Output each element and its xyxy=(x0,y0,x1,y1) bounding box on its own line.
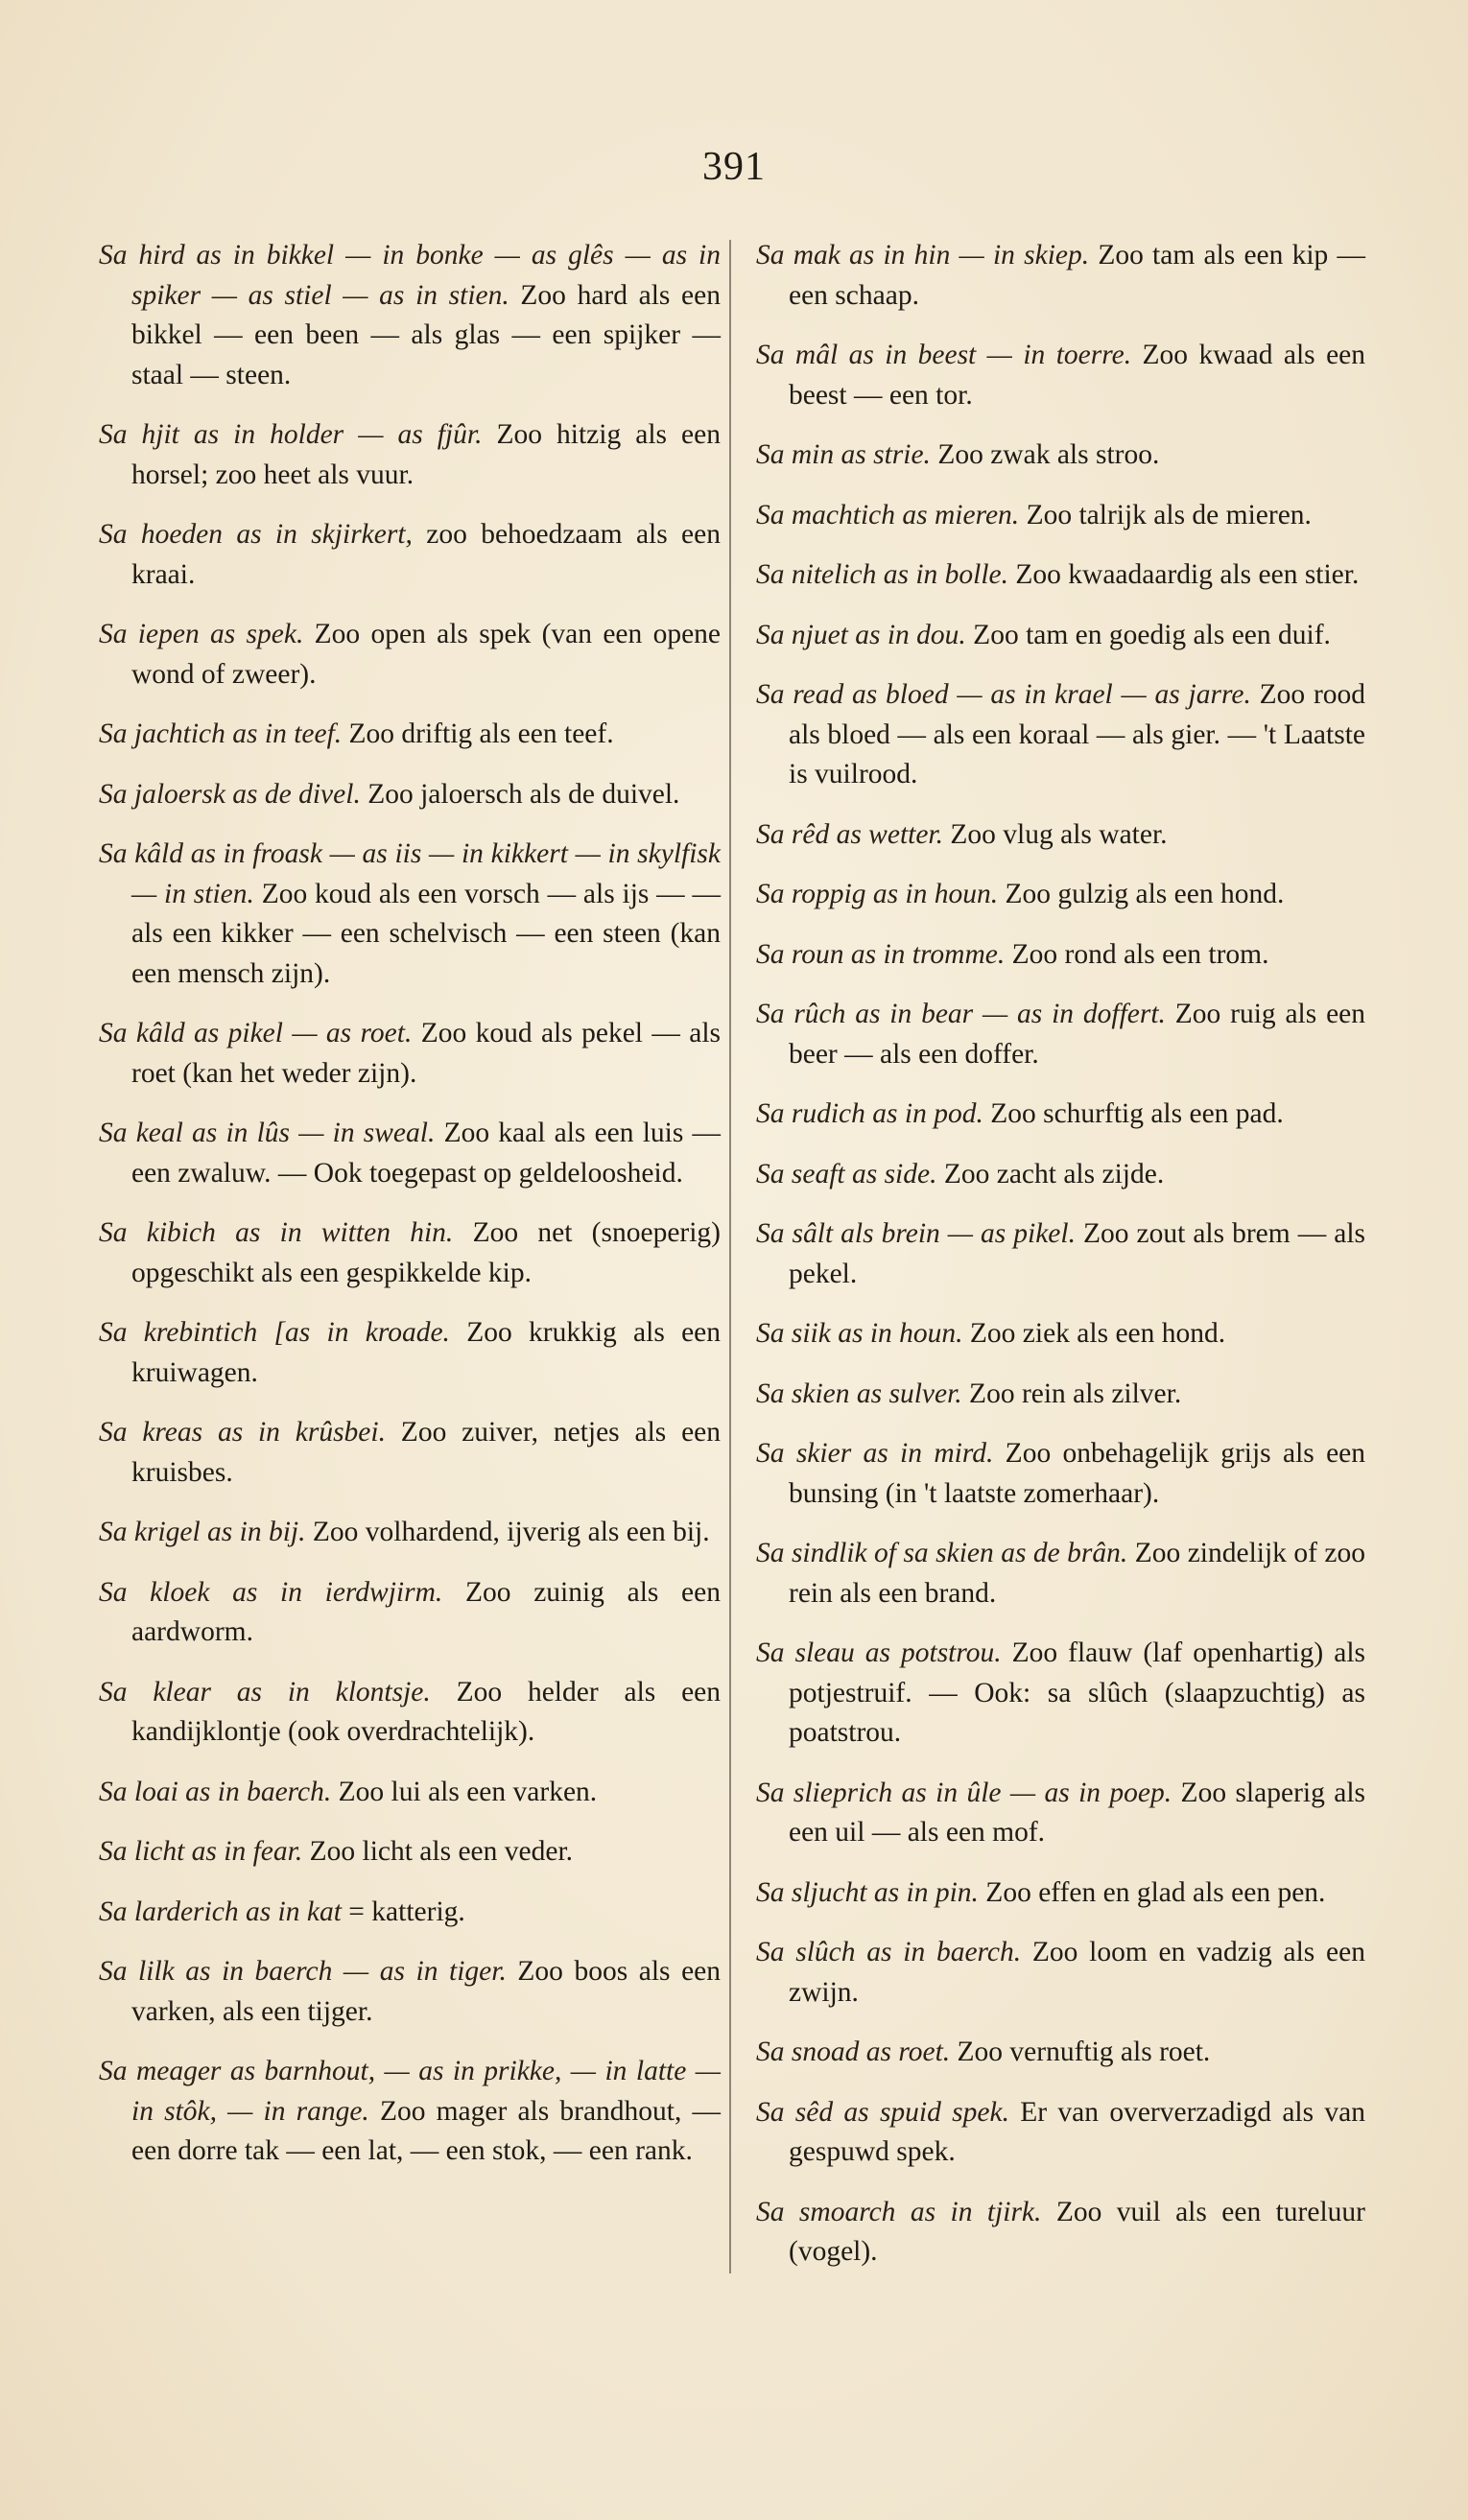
dutch-translation: Zoo zindelijk of zoo rein als een brand. xyxy=(789,1538,1365,1609)
dutch-translation: Zoo slaperig als een uil — als een mof. xyxy=(789,1777,1365,1848)
dutch-translation: Zoo flauw (laf openhartig) als potjestruif. — Ook: sa slûch (slaapzuchtig) as poatstrou. xyxy=(789,1637,1366,1748)
dutch-translation: Zoo tam als een kip — een schaap. xyxy=(789,240,1365,311)
entry xyxy=(756,935,1365,976)
entry xyxy=(756,1933,1365,2013)
entry xyxy=(756,875,1365,915)
frisian-phrase: Sa iepen as spek. xyxy=(99,619,304,649)
entry xyxy=(99,1513,721,1553)
frisian-phrase: Sa seaft as side. xyxy=(756,1158,937,1189)
entry xyxy=(756,1774,1365,1853)
dutch-translation: Zoo vlug als water. xyxy=(950,818,1168,850)
dutch-translation: Zoo gulzig als een hond. xyxy=(1005,879,1285,909)
entry xyxy=(756,496,1365,536)
dutch-translation: Zoo koud als pekel — als roet (kan het weder zijn). xyxy=(131,1018,721,1089)
entry xyxy=(99,1114,721,1193)
dutch-translation: Zoo krukkig als een kruiwagen. xyxy=(131,1317,722,1388)
dutch-translation: Zoo loom en vadzig als een zwijn. xyxy=(789,1937,1365,2008)
frisian-phrase: Sa kâld as pikel — as roet. xyxy=(99,1018,413,1048)
dutch-translation: Zoo vernuftig als roet. xyxy=(957,2037,1211,2067)
frisian-phrase: Sa slieprich as in ûle — as in poep. xyxy=(756,1777,1172,1808)
frisian-phrase: Sa machtich as mieren. xyxy=(756,499,1020,530)
frisian-phrase: Sa sâlt als brein — as pikel. xyxy=(756,1218,1076,1249)
frisian-phrase: Sa jachtich as in teef. xyxy=(99,718,343,749)
dutch-translation: Zoo kwaadaardig als een stier. xyxy=(1015,559,1360,590)
entry xyxy=(99,1213,721,1293)
dutch-translation: Zoo zout als brem — als pekel. xyxy=(789,1218,1366,1289)
dutch-translation: Zoo zuinig als een aardworm. xyxy=(131,1576,721,1647)
entry xyxy=(756,336,1365,415)
dutch-translation: Zoo schurftig als een pad. xyxy=(990,1098,1284,1129)
frisian-phrase: Sa kâld as in froask — as iis — in kikkert — in skylfisk — in stien. xyxy=(99,838,721,909)
dutch-translation: Zoo ruig als een beer — als een doffer. xyxy=(789,999,1366,1070)
entry xyxy=(756,995,1365,1074)
frisian-phrase: Sa smoarch as in tjirk. xyxy=(756,2196,1042,2227)
entry xyxy=(99,515,721,595)
entry xyxy=(756,1214,1365,1294)
entry xyxy=(756,815,1365,856)
entry xyxy=(99,2052,721,2172)
entry xyxy=(99,835,721,994)
entry xyxy=(99,1573,721,1653)
entry xyxy=(99,1673,721,1753)
entry xyxy=(756,1534,1365,1613)
entry xyxy=(756,555,1365,596)
entry xyxy=(756,1095,1365,1135)
frisian-phrase: Sa licht as in fear. xyxy=(99,1836,303,1867)
dutch-translation: Zoo effen en glad als een pen. xyxy=(985,1876,1326,1908)
frisian-phrase: Sa lilk as in baerch — as in tiger. xyxy=(99,1956,507,1987)
entry xyxy=(756,1155,1365,1195)
frisian-phrase: Sa rudich as in pod. xyxy=(756,1098,983,1129)
entry xyxy=(99,715,721,755)
dutch-translation: Zoo driftig als een teef. xyxy=(348,718,614,749)
entry xyxy=(99,1014,721,1094)
dutch-translation: Zoo kwaad als een beest — een tor. xyxy=(789,340,1366,411)
frisian-phrase: Sa siik as in houn. xyxy=(756,1318,963,1349)
entry xyxy=(99,1773,721,1813)
dutch-translation: Zoo boos als een varken, als een tijger. xyxy=(131,1956,721,2027)
frisian-phrase: Sa loai as in baerch. xyxy=(99,1776,332,1807)
dutch-translation: Zoo jaloersch als de duivel. xyxy=(367,778,680,810)
frisian-phrase: Sa sleau as potstrou. xyxy=(756,1637,1002,1668)
dutch-translation: Zoo rond als een trom. xyxy=(1011,938,1269,970)
frisian-phrase: Sa kloek as in ierdwjirm. xyxy=(99,1576,443,1608)
entry xyxy=(756,2033,1365,2073)
entry xyxy=(99,1952,721,2032)
frisian-phrase: Sa keal as in lûs — in sweal. xyxy=(99,1118,436,1148)
entry xyxy=(99,1893,721,1933)
entry xyxy=(99,775,721,815)
dutch-translation: Zoo volhardend, ijverig als een bij. xyxy=(312,1517,710,1547)
frisian-phrase: Sa kreas as in krûsbei. xyxy=(99,1417,386,1448)
frisian-phrase: Sa hoeden as in skjirkert, xyxy=(99,519,413,550)
left-column xyxy=(99,236,721,2192)
dutch-translation: Zoo vuil als een tureluur (vogel). xyxy=(789,2196,1365,2267)
frisian-phrase: Sa mak as in hin — in skiep. xyxy=(756,240,1090,271)
right-column xyxy=(756,236,1365,2293)
frisian-phrase: Sa kibich as in witten hin. xyxy=(99,1217,454,1248)
dutch-translation: Zoo zuiver, netjes als een kruisbes. xyxy=(131,1417,722,1488)
frisian-phrase: Sa hjit as in holder — as fjûr. xyxy=(99,419,483,450)
dutch-translation: Zoo zwak als stroo. xyxy=(937,439,1160,470)
entry xyxy=(756,616,1365,656)
frisian-phrase: Sa krigel as in bij. xyxy=(99,1517,306,1547)
frisian-phrase: Sa rêd as wetter. xyxy=(756,818,944,850)
frisian-phrase: Sa meager as barnhout, — as in prikke, — in latte — in stôk, — in range. xyxy=(99,2056,721,2127)
frisian-phrase: Sa sljucht as in pin. xyxy=(756,1876,979,1908)
entry xyxy=(99,236,721,395)
dutch-translation: Zoo helder als een kandijklontje (ook overdrachtelijk). xyxy=(131,1676,722,1747)
dutch-translation: Zoo onbehagelijk grijs als een bunsing (in 't laatste zomerhaar). xyxy=(789,1438,1366,1509)
dutch-translation: Zoo koud als een vorsch — als ijs — — als een kikker — een schelvisch — een steen (kan een mensch zijn). xyxy=(131,878,721,989)
entry xyxy=(756,2093,1365,2173)
dutch-translation: Zoo tam en goedig als een duif. xyxy=(973,619,1331,650)
frisian-phrase: Sa min as strie. xyxy=(756,439,931,470)
dutch-translation: Zoo ziek als een hond. xyxy=(969,1318,1226,1349)
frisian-phrase: Sa snoad as roet. xyxy=(756,2037,951,2067)
frisian-phrase: Sa hird as in bikkel — in bonke — as glês — as in spiker — as stiel — as in stien. xyxy=(99,240,721,311)
entry xyxy=(756,1434,1365,1514)
entry xyxy=(99,1313,721,1393)
entry xyxy=(756,1375,1365,1415)
dutch-translation: = katterig. xyxy=(348,1896,465,1927)
dutch-translation: Zoo hard als een bikkel — een been — als glas — een spijker — staal — steen. xyxy=(131,279,721,390)
dutch-translation: Er van oververzadigd als van gespuwd spek. xyxy=(789,2096,1365,2167)
dutch-translation: Zoo hitzig als een horsel; zoo heet als vuur. xyxy=(131,419,721,490)
dutch-translation: Zoo rood als bloed — als een koraal — als gier. — 't Laatste is vuilrood. xyxy=(789,679,1366,789)
frisian-phrase: Sa slûch as in baerch. xyxy=(756,1937,1022,1967)
dutch-translation: Zoo licht als een veder. xyxy=(309,1836,574,1867)
entry xyxy=(99,415,721,495)
dutch-translation: Zoo rein als zilver. xyxy=(969,1378,1182,1409)
entry xyxy=(756,1634,1365,1754)
entry xyxy=(756,436,1365,476)
entry xyxy=(756,675,1365,795)
dutch-translation: zoo behoedzaam als een kraai. xyxy=(131,519,721,590)
frisian-phrase: Sa skier as in mird. xyxy=(756,1438,994,1469)
frisian-phrase: Sa roppig as in houn. xyxy=(756,879,999,909)
entry xyxy=(99,1413,721,1493)
page-number: 391 xyxy=(702,145,766,189)
frisian-phrase: Sa nitelich as in bolle. xyxy=(756,559,1009,590)
entry xyxy=(756,1314,1365,1354)
frisian-phrase: Sa roun as in tromme. xyxy=(756,938,1006,970)
frisian-phrase: Sa klear as in klontsje. xyxy=(99,1676,431,1707)
frisian-phrase: Sa njuet as in dou. xyxy=(756,619,966,650)
frisian-phrase: Sa jaloersk as de divel. xyxy=(99,778,361,810)
dutch-translation: Zoo lui als een varken. xyxy=(338,1776,598,1807)
dutch-translation: Zoo open als spek (van een opene wond of zweer). xyxy=(131,619,722,690)
frisian-phrase: Sa sindlik of sa skien as de brân. xyxy=(756,1538,1128,1568)
frisian-phrase: Sa read as bloed — as in krael — as jarre. xyxy=(756,679,1251,710)
frisian-phrase: Sa sêd as spuid spek. xyxy=(756,2096,1009,2128)
frisian-phrase: Sa skien as sulver. xyxy=(756,1378,962,1409)
entry xyxy=(756,2193,1365,2273)
entry xyxy=(756,1873,1365,1914)
dutch-translation: Zoo talrijk als de mieren. xyxy=(1026,499,1312,530)
entry xyxy=(99,1832,721,1872)
dutch-translation: Zoo mager als brandhout, — een dorre tak — een lat, — een stok, — een rank. xyxy=(131,2095,722,2166)
dutch-translation: Zoo kaal als een luis — een zwaluw. — Ook toegepast op geldeloosheid. xyxy=(131,1118,722,1189)
dutch-translation: Zoo net (snoeperig) opgeschikt als een gespikkelde kip. xyxy=(131,1217,722,1288)
frisian-phrase: Sa mâl as in beest — in toerre. xyxy=(756,340,1132,370)
frisian-phrase: Sa rûch as in bear — as in doffert. xyxy=(756,999,1166,1029)
entry xyxy=(756,236,1365,316)
column-divider xyxy=(729,240,731,2273)
frisian-phrase: Sa krebintich [as in kroade. xyxy=(99,1317,450,1348)
frisian-phrase: Sa larderich as in kat xyxy=(99,1896,342,1927)
dutch-translation: Zoo zacht als zijde. xyxy=(943,1158,1165,1189)
entry xyxy=(99,615,721,695)
